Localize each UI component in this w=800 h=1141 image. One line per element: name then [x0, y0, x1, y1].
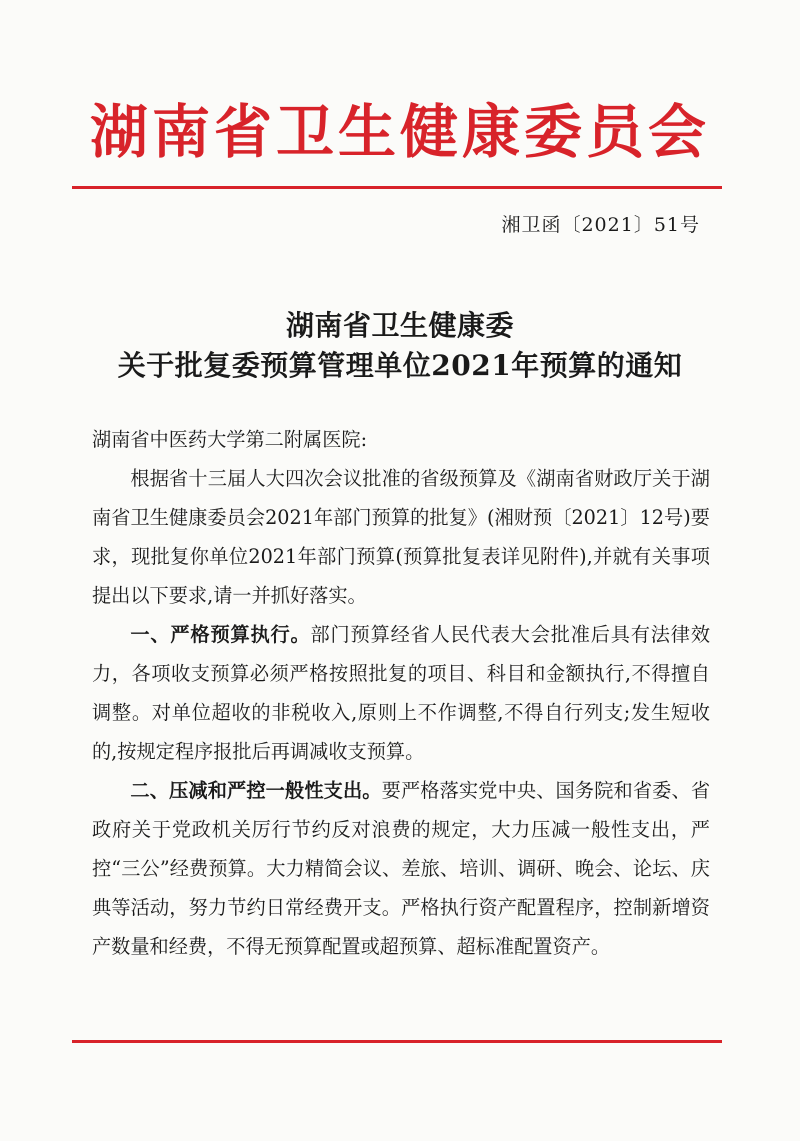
document-title-line-2: 关于批复委预算管理单位2021年预算的通知 [117, 349, 683, 382]
section-1-text: 部门预算经省人民代表大会批准后具有法律效力，各项收支预算必须严格按照批复的项目、科目和金额执行,不得擅自调整。对单位超收的非税收入,原则上不作调整,不得自行列支;发生短收的,按规定程序报批后再调减收支预算。 [92, 623, 711, 763]
section-2-heading: 二、压减和严控一般性支出。 [130, 779, 382, 802]
document-title-line-1: 湖南省卫生健康委 [285, 309, 514, 342]
section-1-paragraph [92, 615, 710, 771]
footer-red-rule [72, 1040, 722, 1043]
section-2-paragraph [92, 771, 710, 966]
recipient-salutation: 湖南省中医药大学第二附属医院: [92, 428, 368, 451]
document-body [92, 420, 710, 966]
section-2-text: 要严格落实党中央、国务院和省委、省政府关于党政机关厉行节约反对浪费的规定，大力压减一般性支出，严控“三公”经费预算。大力精简会议、差旅、培训、调研、晚会、论坛、庆典等活动，努力节约日常经费开支。严格执行资产配置程序，控制新增资产数量和经费，不得无预算配置或超预算、超标准配置资产。 [92, 779, 711, 958]
section-1-heading: 一、严格预算执行。 [130, 623, 311, 646]
issuing-organization-title: 湖南省卫生健康委员会 [89, 98, 710, 166]
intro-paragraph: 根据省十三届人大四次会议批准的省级预算及《湖南省财政厅关于湖南省卫生健康委员会2021年部门预算的批复》(湘财预〔2021〕12号)要求，现批复你单位2021年部门预算(预算批复表详见附件),并就有关事项提出以下要求,请一并抓好落实。 [92, 467, 710, 607]
header-red-rule [72, 186, 722, 189]
document-number: 湘卫函〔2021〕51号 [501, 214, 700, 236]
